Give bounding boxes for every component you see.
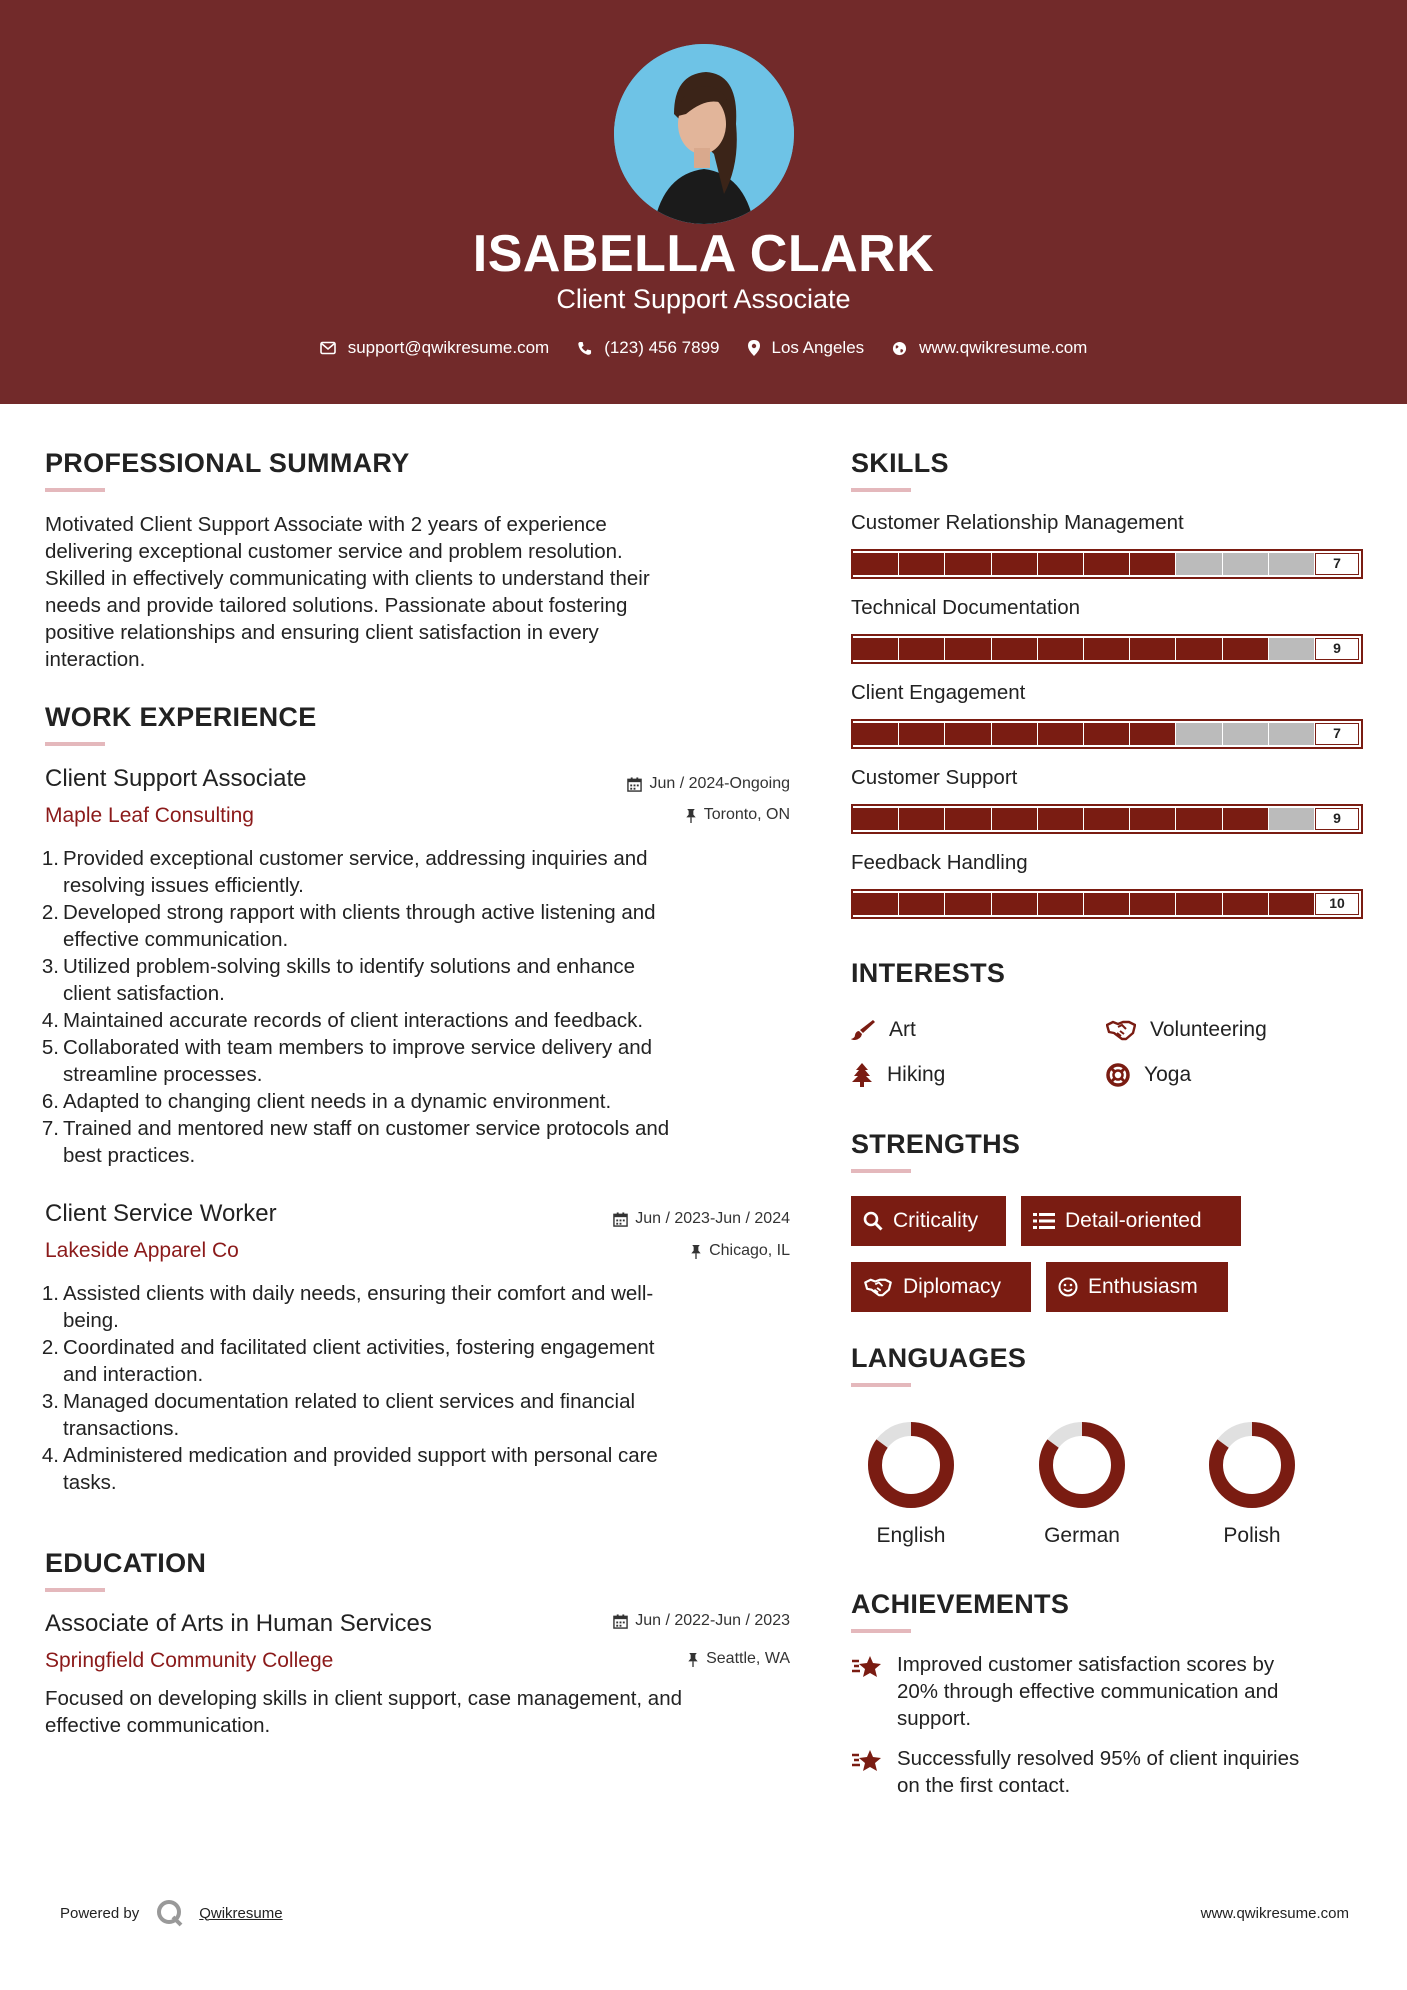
summary-line: needs and provide tailored solutions. Passionate about fostering (45, 594, 628, 617)
strength-label: Detail-oriented (1065, 1209, 1202, 1232)
paintbrush-icon (851, 1018, 875, 1042)
star-award-icon (851, 1747, 883, 1775)
skill-level-value: 7 (1315, 553, 1359, 575)
list-item: 1. Assisted clients with daily needs, ensuring their comfort and well- being. (41, 1282, 654, 1332)
list-item: 5. Collaborated with team members to improve service delivery and streamline processes. (41, 1036, 653, 1086)
skill-segment (1130, 638, 1175, 660)
envelope-icon (320, 341, 336, 355)
contact-row (0, 338, 1407, 358)
skill-segment (853, 808, 898, 830)
education-underline (45, 1588, 105, 1592)
job-date (500, 775, 790, 793)
contact-phone[interactable] (577, 338, 719, 358)
skill-segment (1084, 808, 1129, 830)
interest-art (851, 1018, 916, 1042)
skill-name: Client Engagement (851, 681, 1026, 704)
skill-segment (1176, 723, 1221, 745)
skill-segment (1223, 893, 1268, 915)
candidate-name: ISABELLA CLARK (472, 225, 935, 283)
job-location-text: Chicago, IL (709, 1242, 790, 1259)
education-date (500, 1612, 790, 1630)
achievement-text: Successfully resolved 95% of client inquiries on the first contact. (897, 1747, 1300, 1797)
email-text: support@qwikresume.com (347, 338, 550, 357)
education-heading: EDUCATION (45, 1548, 207, 1578)
skill-segment (899, 638, 944, 660)
skill-level-bar (851, 804, 1363, 834)
skill-segment (1130, 723, 1175, 745)
contact-location (748, 338, 865, 358)
skill-segment (1038, 723, 1083, 745)
job-date-text: Jun / 2023-Jun / 2024 (635, 1210, 790, 1227)
skill-segment (945, 723, 990, 745)
education-location (500, 1650, 790, 1668)
education-line: Focused on developing skills in client support, case management, and (45, 1687, 683, 1710)
globe-icon (892, 341, 907, 356)
experience-heading: WORK EXPERIENCE (45, 702, 317, 732)
skill-segment (853, 893, 898, 915)
skill-segment (1176, 893, 1221, 915)
strength-label: Criticality (893, 1209, 979, 1232)
skills-underline (851, 488, 911, 492)
language-chart (1187, 1420, 1317, 1515)
company-name: Lakeside Apparel Co (45, 1239, 239, 1262)
job-title: Client Service Worker (45, 1200, 277, 1227)
skill-segment (899, 808, 944, 830)
skill-segment (945, 553, 990, 575)
achievement-item (851, 1651, 1371, 1732)
summary-line: interaction. (45, 648, 146, 671)
skill-level-bar (851, 634, 1363, 664)
strength-tag (1021, 1196, 1241, 1246)
website-text: www.qwikresume.com (919, 338, 1088, 357)
handshake-icon (1106, 1019, 1136, 1041)
skill-name: Technical Documentation (851, 596, 1081, 619)
skill-segment (1130, 553, 1175, 575)
skill-segment (1269, 893, 1314, 915)
strengths-heading: STRENGTHS (851, 1129, 1021, 1159)
skill-level-value: 9 (1315, 808, 1359, 830)
job-date (500, 1210, 790, 1228)
tree-icon (851, 1063, 873, 1087)
interest-label: Art (889, 1018, 916, 1041)
strengths-underline (851, 1169, 911, 1173)
strength-label: Diplomacy (903, 1275, 1002, 1298)
job-bullets (41, 1280, 790, 1496)
company-name: Maple Leaf Consulting (45, 804, 254, 827)
brand-link[interactable]: Qwikresume (199, 1904, 283, 1922)
summary-line: Skilled in effectively communicating with clients to understand their (45, 567, 650, 590)
language-label: Polish (1223, 1524, 1281, 1547)
language-donut (846, 1420, 976, 1510)
school-name: Springfield Community College (45, 1649, 334, 1672)
skill-level-value: 10 (1315, 893, 1359, 915)
skill-segment (992, 723, 1037, 745)
language-donut (1187, 1420, 1317, 1510)
skill-level-value: 9 (1315, 638, 1359, 660)
achievements-underline (851, 1629, 911, 1633)
language-chart (846, 1420, 976, 1515)
education-description (45, 1685, 790, 1739)
contact-website[interactable] (892, 338, 1087, 358)
skill-segment (945, 893, 990, 915)
map-pin-icon (748, 340, 760, 356)
skill-segment (1223, 808, 1268, 830)
strength-tag (851, 1196, 1006, 1246)
skill-name: Customer Support (851, 766, 1018, 789)
skill-segment (1223, 553, 1268, 575)
languages-heading: LANGUAGES (851, 1343, 1027, 1373)
skill-segment (1176, 808, 1221, 830)
skill-segment (1130, 893, 1175, 915)
degree-title: Associate of Arts in Human Services (45, 1610, 432, 1637)
skill-segment (1223, 638, 1268, 660)
phone-icon (577, 341, 592, 356)
summary-line: Motivated Client Support Associate with 2 years of experience (45, 513, 607, 536)
resume-header (0, 0, 1407, 404)
skill-segment (1269, 638, 1314, 660)
skill-segment (1038, 893, 1083, 915)
interest-hiking (851, 1063, 945, 1087)
star-award-icon (851, 1653, 883, 1681)
list-item: 7. Trained and mentored new staff on customer service protocols and best practices. (41, 1117, 670, 1167)
phone-text: (123) 456 7899 (604, 338, 720, 357)
skill-segment (992, 893, 1037, 915)
skill-segment (1084, 553, 1129, 575)
experience-underline (45, 742, 105, 746)
skill-segment (1176, 638, 1221, 660)
skill-segment (1038, 638, 1083, 660)
education-date-text: Jun / 2022-Jun / 2023 (635, 1612, 790, 1629)
job-location (500, 1242, 790, 1260)
skill-name: Feedback Handling (851, 851, 1028, 874)
skill-segment (853, 553, 898, 575)
lifering-icon (1106, 1063, 1130, 1087)
interest-volunteering (1106, 1018, 1267, 1042)
list-item: 2. Coordinated and facilitated client activities, fostering engagement and interaction. (41, 1336, 655, 1386)
qwikresume-logo-icon (155, 1898, 185, 1928)
skill-segment (1038, 553, 1083, 575)
interest-label: Volunteering (1150, 1018, 1267, 1041)
achievement-text: Improved customer satisfaction scores by 20% through effective communication and support. (897, 1653, 1279, 1730)
contact-email[interactable] (320, 338, 550, 358)
pushpin-icon (685, 808, 697, 823)
summary-underline (45, 488, 105, 492)
skill-segment (1223, 723, 1268, 745)
profile-photo (614, 44, 794, 224)
skills-heading: SKILLS (851, 448, 949, 478)
strength-label: Enthusiasm (1088, 1275, 1198, 1298)
handshake-icon (863, 1277, 893, 1297)
job-location (500, 806, 790, 824)
interest-label: Hiking (887, 1063, 946, 1086)
skill-level-bar (851, 719, 1363, 749)
skill-segment (1269, 723, 1314, 745)
interests-heading: INTERESTS (851, 958, 1006, 988)
skill-segment (1269, 553, 1314, 575)
pushpin-icon (690, 1244, 702, 1259)
language-label: German (1044, 1524, 1120, 1547)
skill-segment (992, 638, 1037, 660)
list-item: 3. Utilized problem-solving skills to identify solutions and enhance client satisfaction. (41, 955, 636, 1005)
summary-text (45, 511, 785, 673)
list-item: 1. Provided exceptional customer service, addressing inquiries and resolving issues efficiently. (41, 847, 648, 897)
skill-segment (899, 893, 944, 915)
job-date-text: Jun / 2024-Ongoing (649, 775, 790, 792)
powered-by-text: Powered by (60, 1904, 140, 1922)
achievements-heading: ACHIEVEMENTS (851, 1589, 1070, 1619)
list-item: 4. Maintained accurate records of client interactions and feedback. (41, 1009, 644, 1032)
list-item: 6. Adapted to changing client needs in a dynamic environment. (41, 1090, 612, 1113)
list-item: 2. Developed strong rapport with clients through active listening and effective communication. (41, 901, 656, 951)
skill-level-bar (851, 889, 1363, 919)
pushpin-icon (687, 1652, 699, 1667)
language-chart (1017, 1420, 1147, 1515)
skill-level-value: 7 (1315, 723, 1359, 745)
skill-segment (1084, 723, 1129, 745)
calendar-icon (627, 777, 642, 792)
job-title: Client Support Associate (45, 765, 307, 792)
skill-segment (945, 638, 990, 660)
interest-yoga (1106, 1063, 1191, 1087)
candidate-title: Client Support Associate (556, 284, 851, 314)
language-donut (1017, 1420, 1147, 1510)
skill-segment (992, 808, 1037, 830)
skill-segment (945, 808, 990, 830)
education-location-text: Seattle, WA (706, 1650, 790, 1667)
skill-segment (853, 723, 898, 745)
summary-line: positive relationships and ensuring client satisfaction in every (45, 621, 599, 644)
language-label: English (876, 1524, 946, 1547)
skill-segment (1084, 893, 1129, 915)
skill-segment (992, 553, 1037, 575)
skill-segment (1038, 808, 1083, 830)
skill-segment (1084, 638, 1129, 660)
list-item: 4. Administered medication and provided support with personal care tasks. (41, 1444, 658, 1494)
footer-powered (60, 1898, 283, 1928)
smile-icon (1058, 1277, 1078, 1297)
search-icon (863, 1211, 883, 1231)
interest-label: Yoga (1144, 1063, 1192, 1086)
list-icon (1033, 1212, 1055, 1230)
summary-line: delivering exceptional customer service and problem resolution. (45, 540, 623, 563)
strength-tag (851, 1262, 1031, 1312)
strength-tag (1046, 1262, 1228, 1312)
calendar-icon (613, 1614, 628, 1629)
education-line: effective communication. (45, 1714, 271, 1737)
skill-name: Customer Relationship Management (851, 511, 1184, 534)
summary-heading: PROFESSIONAL SUMMARY (45, 448, 410, 478)
calendar-icon (613, 1212, 628, 1227)
skill-segment (899, 553, 944, 575)
skill-segment (1176, 553, 1221, 575)
languages-underline (851, 1383, 911, 1387)
achievement-item (851, 1745, 1371, 1799)
skill-level-bar (851, 549, 1363, 579)
skill-segment (1269, 808, 1314, 830)
list-item: 3. Managed documentation related to client services and financial transactions. (41, 1390, 636, 1440)
skill-segment (899, 723, 944, 745)
location-text: Los Angeles (771, 338, 865, 357)
job-location-text: Toronto, ON (703, 806, 790, 823)
job-bullets (41, 845, 790, 1169)
skill-segment (853, 638, 898, 660)
footer-website[interactable]: www.qwikresume.com (1200, 1905, 1349, 1922)
skill-segment (1130, 808, 1175, 830)
